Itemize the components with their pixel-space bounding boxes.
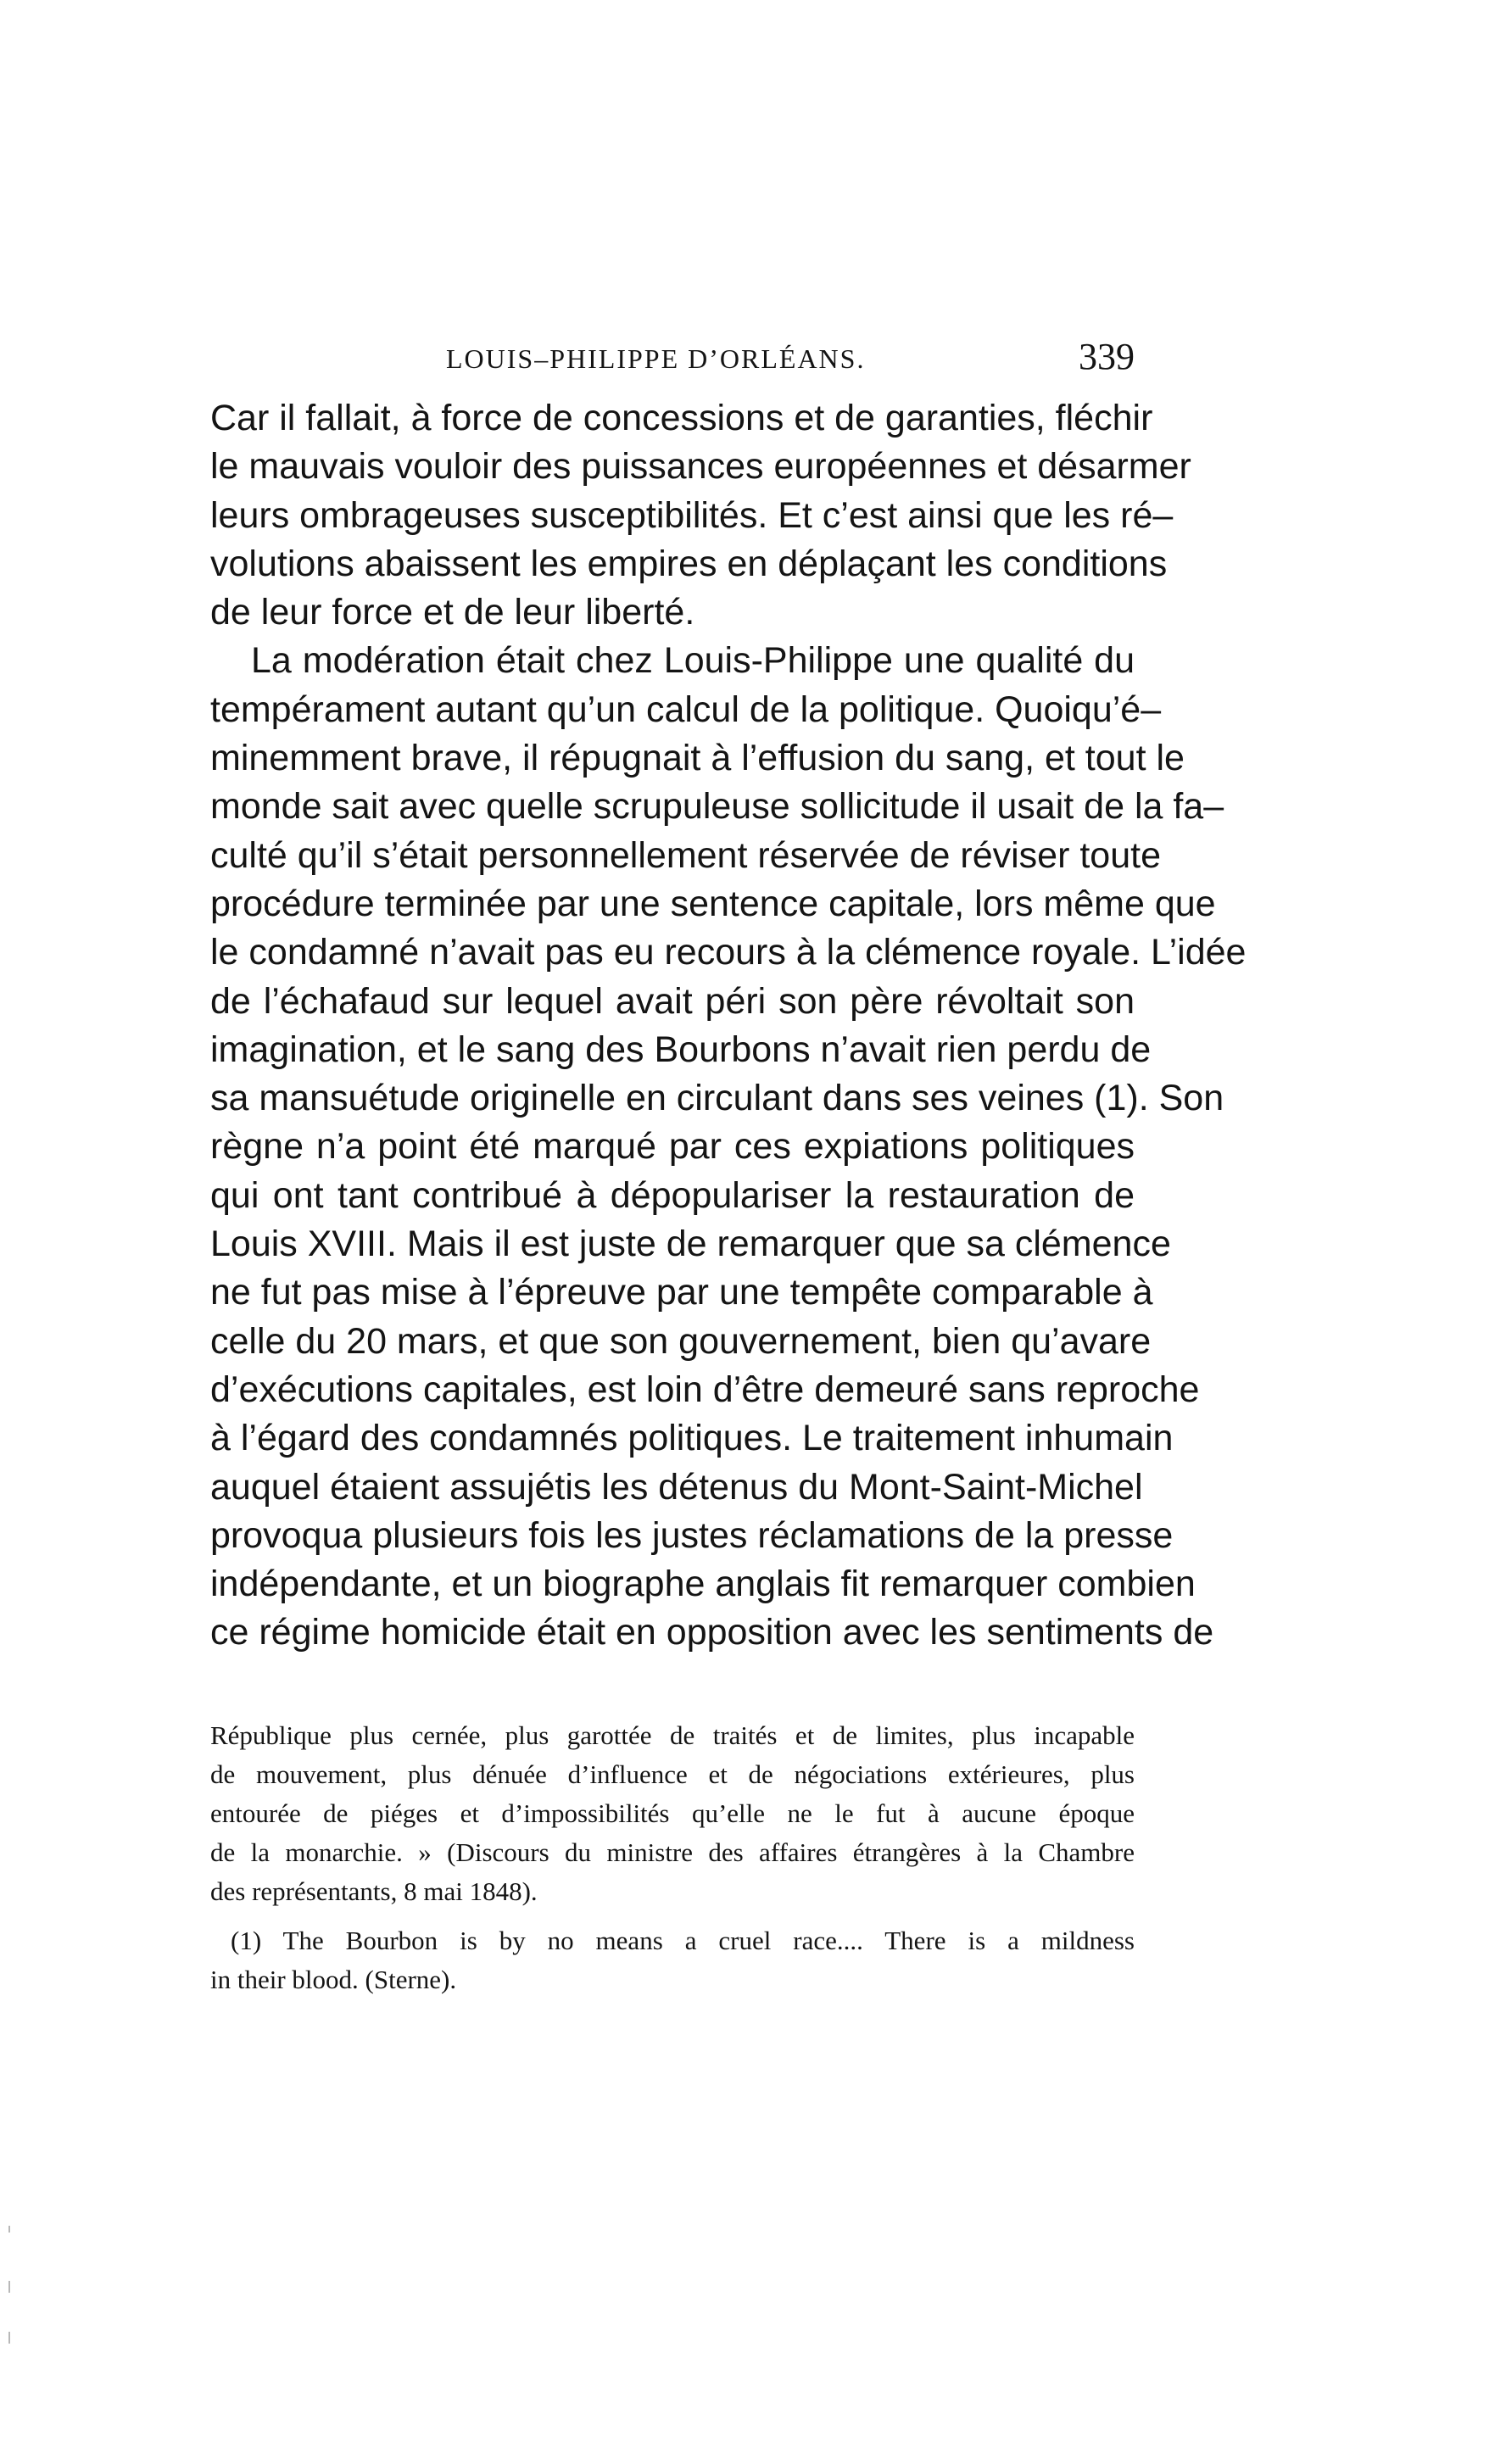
body-line: à l’égard des condamnés politiques. Le traitement inhumain xyxy=(210,1418,1174,1459)
body-line: ne fut pas mise à l’épreuve par une tempête comparable à xyxy=(210,1272,1153,1313)
body-line: tempérament autant qu’un calcul de la politique. Quoiqu’é– xyxy=(210,688,1162,730)
body-line: Car il fallait, à force de concessions et de garanties, fléchir xyxy=(210,398,1153,438)
body-line: celle du 20 mars, et que son gouvernement, bien qu’avare xyxy=(210,1320,1152,1362)
body-line: culté qu’il s’était personnellement réservée de réviser toute xyxy=(210,834,1161,876)
body-line: règne n’a point été marqué par ces expiations politiques xyxy=(210,1126,1135,1168)
body-line: le mauvais vouloir des puissances européennes et désarmer xyxy=(210,446,1191,488)
body-line: provoqua plusieurs fois les justes réclamations de la presse xyxy=(210,1514,1174,1556)
footnote-line: in their blood. (Sterne). xyxy=(210,1965,457,1994)
body-line: procédure terminée par une sentence capitale, lors même que xyxy=(210,883,1216,924)
footnote-line: (1) The Bourbon is by no means a cruel race.... There is a mildness xyxy=(231,1926,1135,1955)
scan-speck xyxy=(8,2281,10,2293)
running-head xyxy=(210,335,1135,386)
body-line: de l’échafaud sur lequel avait péri son père révoltait son xyxy=(210,980,1135,1022)
body-line: indépendante, et un biographe anglais fit remarquer combien xyxy=(210,1564,1196,1605)
page-number: 339 xyxy=(1079,336,1135,377)
running-title: LOUIS–PHILIPPE D’ORLÉANS. xyxy=(446,343,866,374)
scan-speck xyxy=(8,2332,10,2344)
body-line: monde sait avec quelle scrupuleuse sollicitude il usait de la fa– xyxy=(210,786,1224,828)
body-line: Louis XVIII. Mais il est juste de remarquer que sa clémence xyxy=(210,1224,1171,1265)
footnote-1 xyxy=(210,1921,1135,1999)
footnotes xyxy=(210,1716,1135,1999)
body-line: leurs ombrageuses susceptibilités. Et c’est ainsi que les ré– xyxy=(210,494,1174,536)
scan-speck xyxy=(8,2226,10,2233)
body-line: de leur force et de leur liberté. xyxy=(210,592,695,633)
body-text xyxy=(210,394,1247,1658)
footnote-line: des représentants, 8 mai 1848). xyxy=(210,1876,538,1906)
footnote-line: entourée de piéges et d’impossibilités qu’elle ne le fut à aucune époque xyxy=(210,1798,1135,1828)
body-line: le condamné n’avait pas eu recours à la clémence royale. L’idée xyxy=(210,932,1247,973)
footnote-line: de la monarchie. » (Discours du ministre des affaires étrangères à la Chambre xyxy=(210,1837,1135,1867)
body-line: auquel étaient assujétis les détenus du Mont-Saint-Michel xyxy=(210,1466,1143,1508)
body-line: volutions abaissent les empires en déplaçant les conditions xyxy=(210,543,1168,584)
body-line: d’exécutions capitales, est loin d’être demeuré sans reproche xyxy=(210,1369,1200,1410)
footnote-line: République plus cernée, plus garottée de traités et de limites, plus incapable xyxy=(210,1720,1135,1750)
body-line: La modération était chez Louis-Philippe une qualité du xyxy=(251,640,1135,682)
footnote-continued xyxy=(210,1716,1135,1911)
body-line: imagination, et le sang des Bourbons n’avait rien perdu de xyxy=(210,1029,1152,1070)
footnote-line: de mouvement, plus dénuée d’influence et de négociations extérieures, plus xyxy=(210,1759,1135,1789)
body-line: ce régime homicide était en opposition avec les sentiments de xyxy=(210,1612,1214,1653)
body-line: minemment brave, il répugnait à l’effusion du sang, et tout le xyxy=(210,738,1185,779)
body-line: qui ont tant contribué à dépopulariser la restauration de xyxy=(210,1174,1135,1216)
body-line: sa mansuétude originelle en circulant dans ses veines (1). Son xyxy=(210,1078,1224,1119)
